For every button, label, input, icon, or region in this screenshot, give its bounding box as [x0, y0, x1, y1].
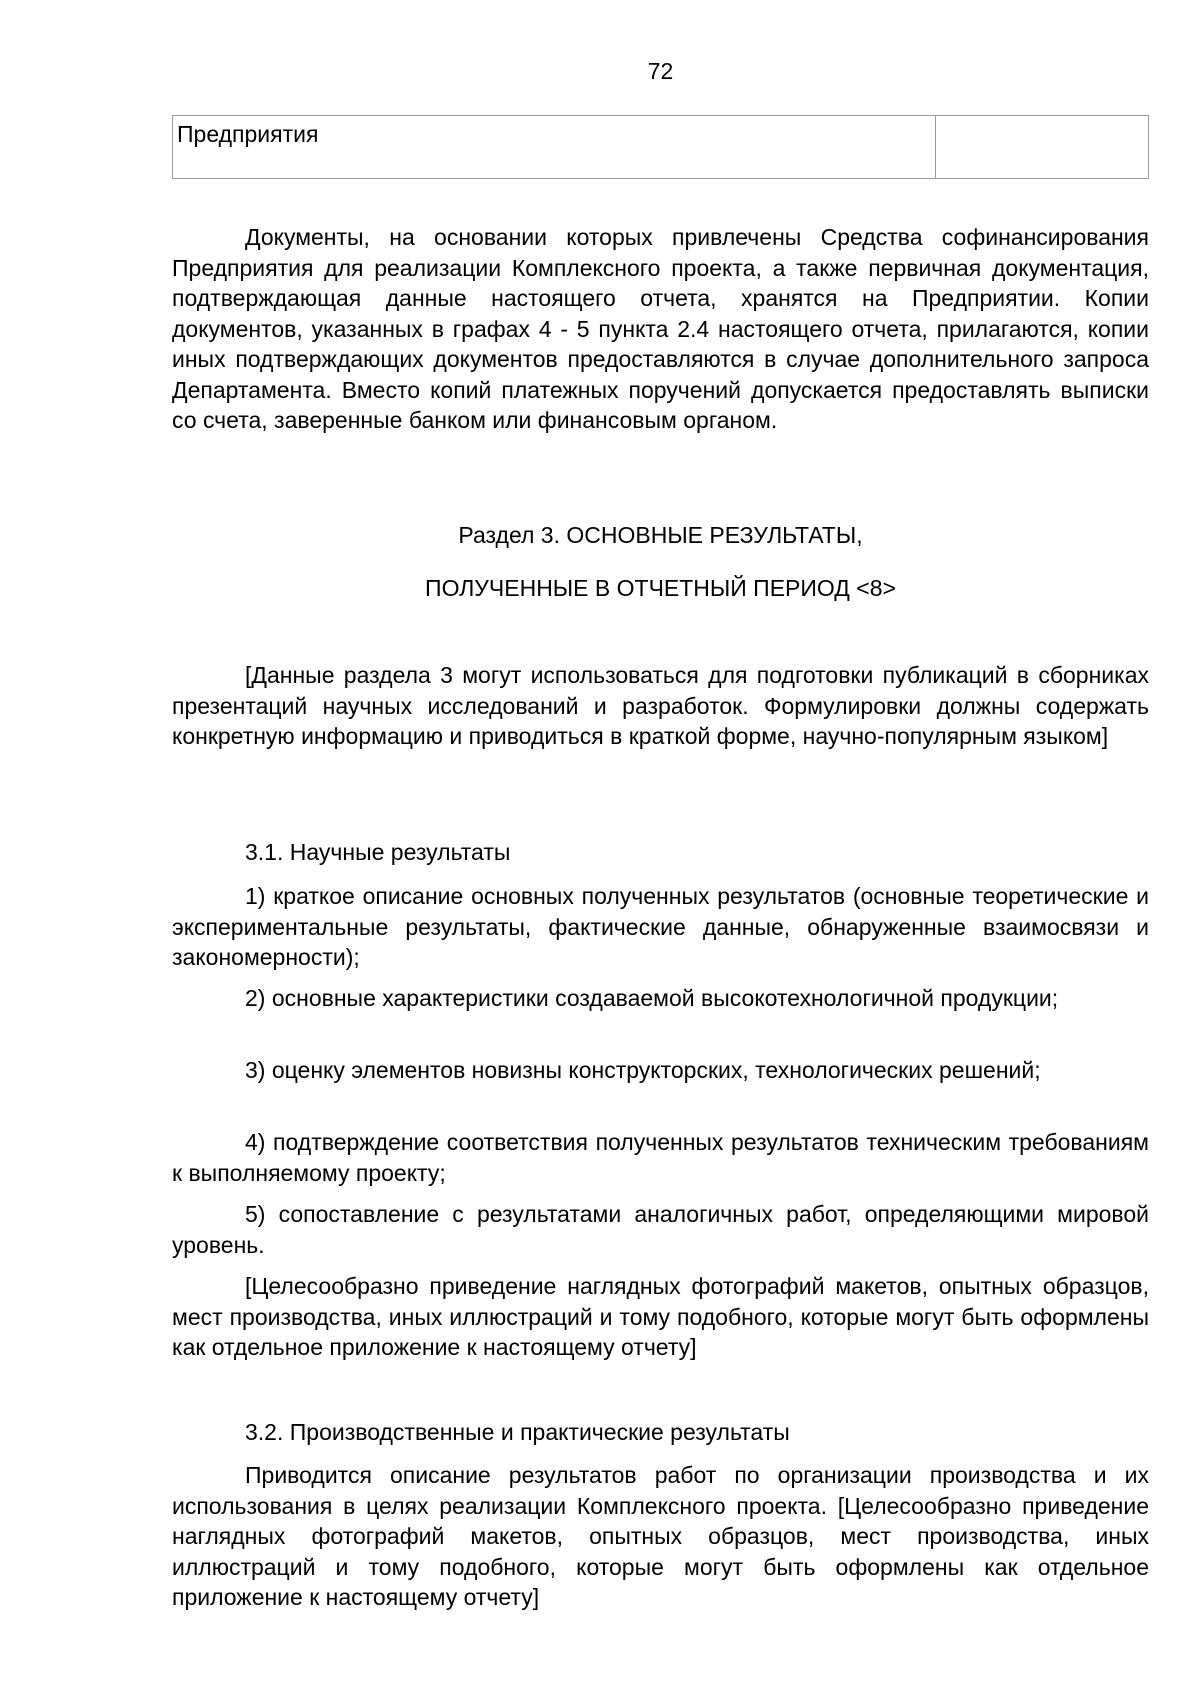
paragraph-production: Приводится описание результатов работ по организации производства и их использования в целях реализации Комплексного проекта. [Целесообразно приведение наглядных фотографий макетов, опытных образцов, мест производства, иных иллюстраций и тому подобного, которые могут быть оформлены как отдельное приложение к настоящему отчету]	[172, 1462, 1149, 1610]
subsection-heading-3-1: 3.1. Научные результаты	[245, 839, 511, 865]
section-title-line1: Раздел 3. ОСНОВНЫЕ РЕЗУЛЬТАТЫ,	[458, 522, 863, 548]
table-cell-empty	[936, 116, 1149, 179]
list-item-4: 4) подтверждение соответствия полученных результатов техническим требованиям к выполняемому проекту;	[172, 1129, 1149, 1186]
paragraph-documents: Документы, на основании которых привлечены Средства софинансирования Предприятия для реализации Комплексного проекта, а также первичная документация, подтверждающая данные настоящего отчета, хранятся на Предприятии. Копии документов, указанных в графах 4 - 5 пункта 2.4 настоящего отчета, прилагаются, копии иных подтверждающих документов предоставляются в случае дополнительного запроса Департамента. Вместо копий платежных поручений допускается предоставлять выписки со счета, заверенные банком или финансовым органом.	[172, 224, 1149, 433]
list-item-3: 3) оценку элементов новизны конструкторских, технологических решений;	[245, 1057, 1041, 1083]
list-item-1: 1) краткое описание основных полученных результатов (основные теоретические и экспериментальные результаты, фактические данные, обнаруженные взаимосвязи и закономерности);	[172, 883, 1149, 970]
carry-over-table	[172, 115, 1149, 179]
list-item-2: 2) основные характеристики создаваемой высокотехнологичной продукции;	[245, 985, 1059, 1011]
section-title-line2: ПОЛУЧЕННЫЕ В ОТЧЕТНЫЙ ПЕРИОД <8>	[425, 575, 896, 601]
subsection-heading-3-2: 3.2. Производственные и практические результаты	[245, 1419, 790, 1445]
section-note: [Данные раздела 3 могут использоваться для подготовки публикаций в сборниках презентаций научных исследований и разработок. Формулировки должны содержать конкретную информацию и приводиться в краткой форме, научно-популярным языком]	[172, 662, 1149, 749]
subsection-note-3-1: [Целесообразно приведение наглядных фотографий макетов, опытных образцов, мест производства, иных иллюстраций и тому подобного, которые могут быть оформлены как отдельное приложение к настоящему отчету]	[172, 1273, 1149, 1360]
list-item-5: 5) сопоставление с результатами аналогичных работ, определяющими мировой уровень.	[172, 1201, 1149, 1258]
page-number: 72	[647, 58, 674, 84]
table-row	[173, 116, 1149, 179]
table-cell-enterprise: Предприятия	[173, 116, 936, 179]
